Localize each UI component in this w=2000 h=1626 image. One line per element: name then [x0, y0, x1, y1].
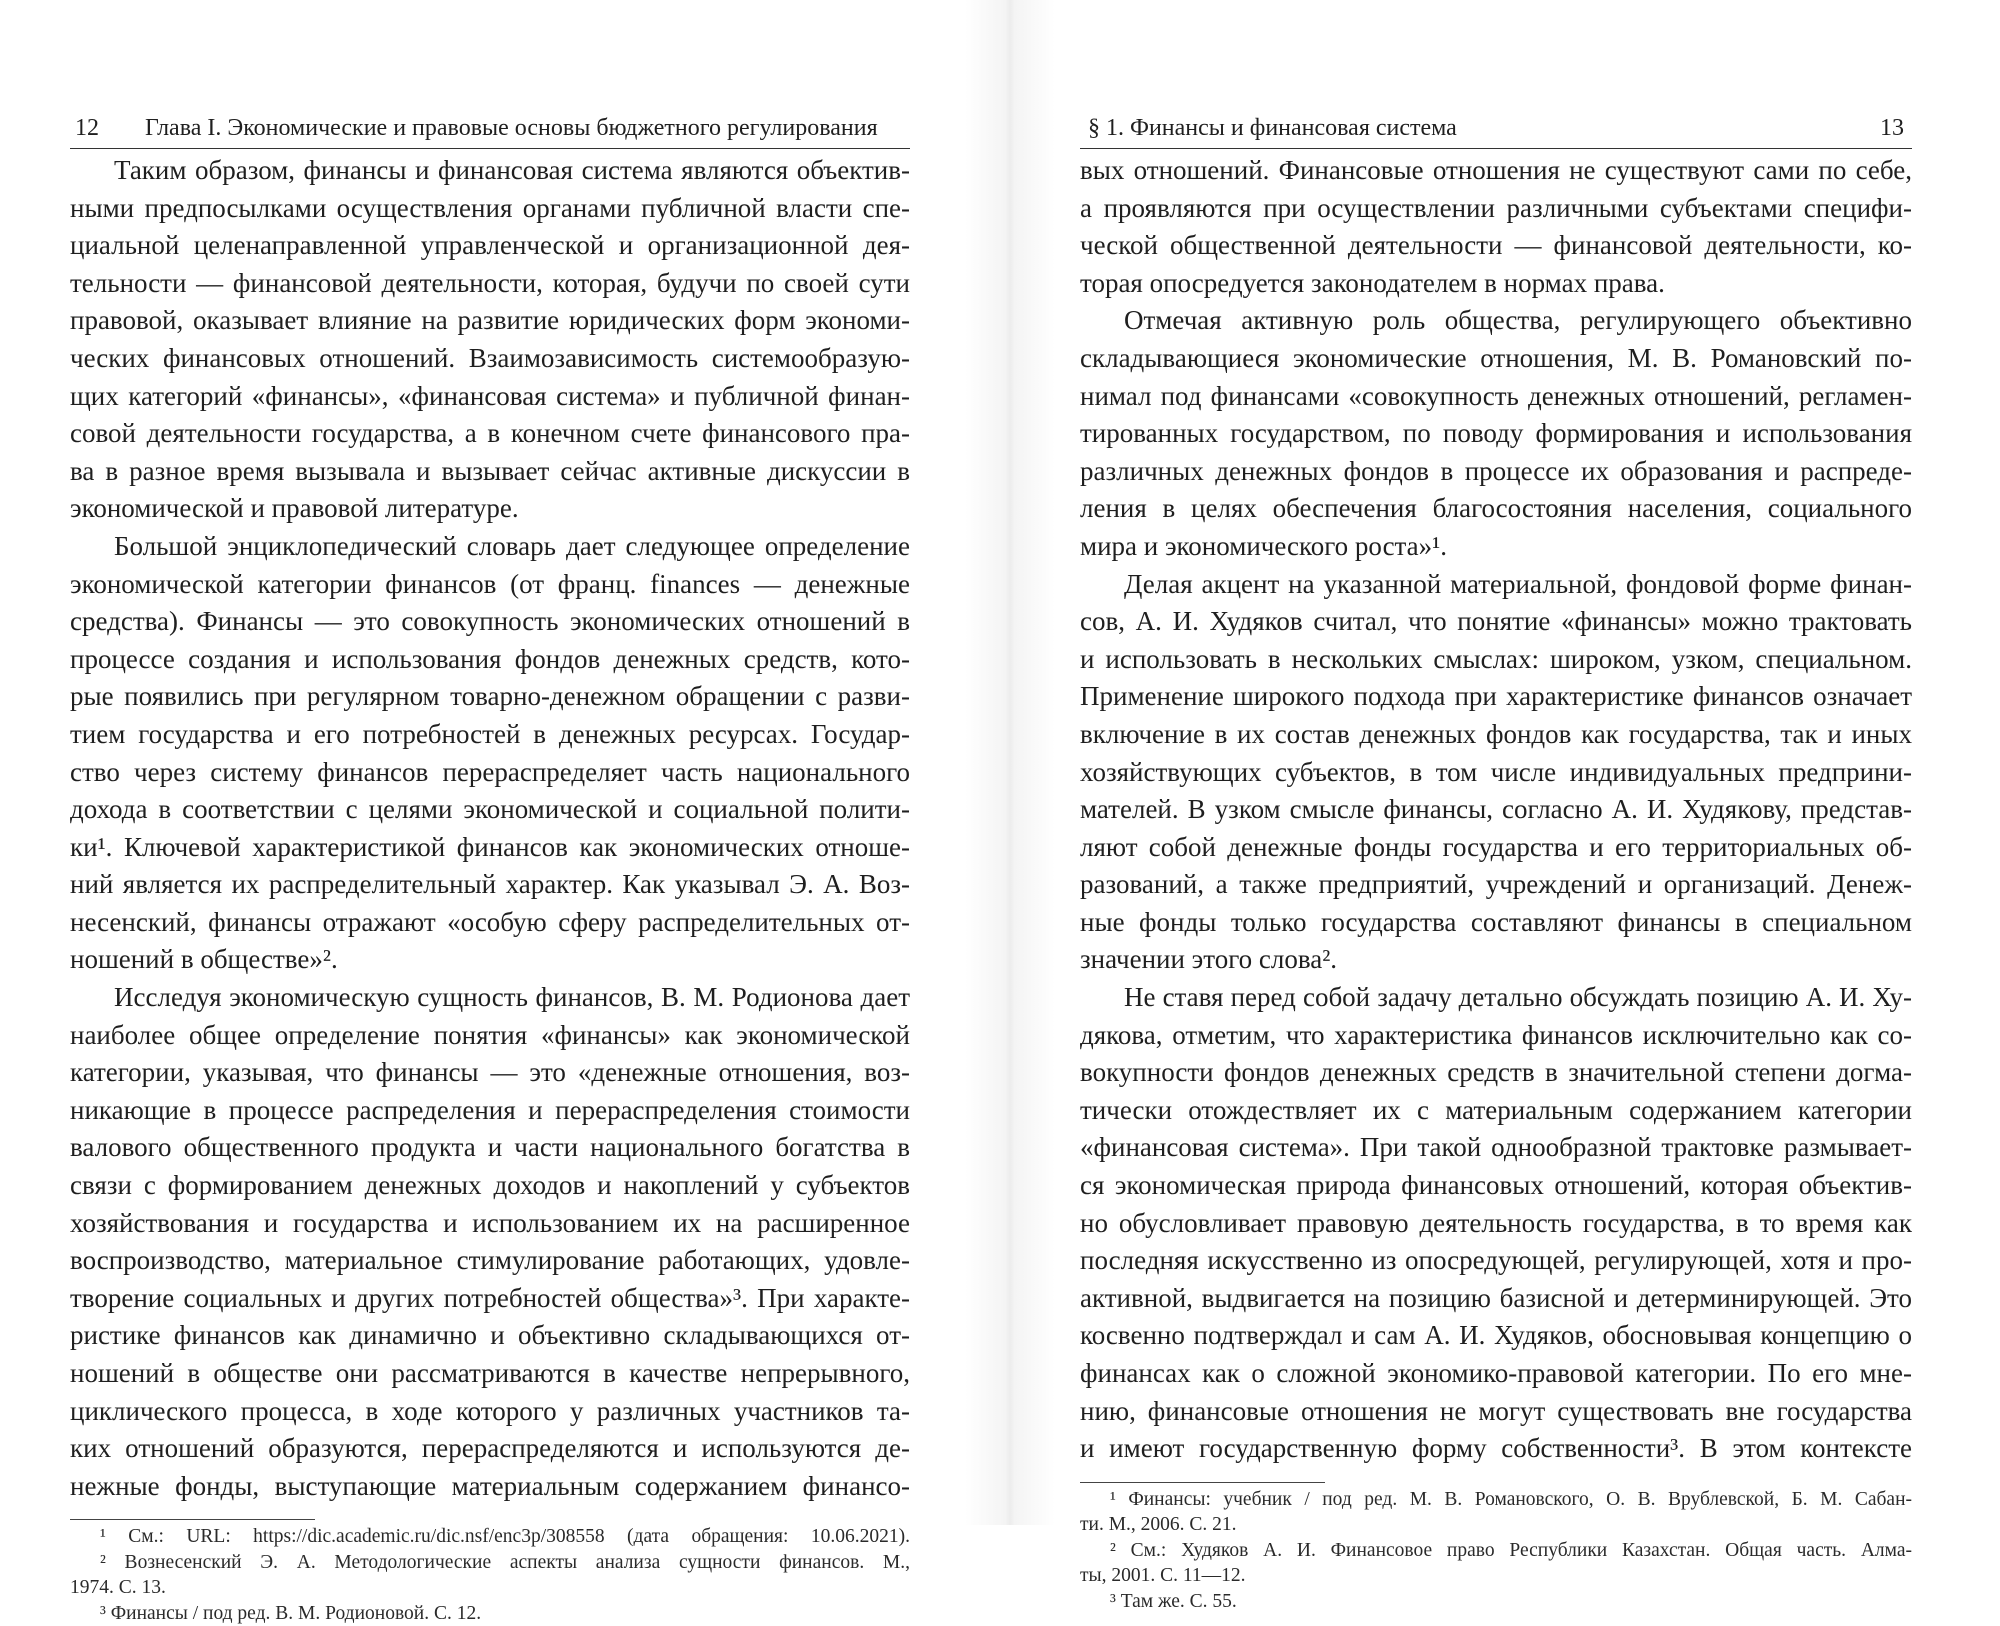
footnote-line: ¹ См.: URL: https://dic.academic.ru/dic.nsf/enc3p/308558 (дата обращения: 10.06.2021).	[100, 1526, 910, 1548]
footnote-line: ¹ Финансы: учебник / под ред. М. В. Романовского, О. В. Врублевской, Б. М. Сабан-	[1110, 1488, 1912, 1510]
text-line: Большой энциклопедический словарь дает следующее определение	[114, 530, 910, 561]
text-line: циклического процесса, в ходе которого у различных участников та-	[70, 1395, 910, 1426]
text-line: рые появились при регулярном товарно-денежном обращении с разви-	[70, 681, 910, 712]
left-page-number: 12	[75, 115, 99, 141]
text-line: щих категорий «финансы», «финансовая система» и публичной финан-	[70, 380, 910, 411]
text-line: воспроизводство, материальное стимулирование работающих, удовле-	[70, 1245, 910, 1276]
text-line: нежные фонды, выступающие материальным содержанием финансо-	[70, 1470, 910, 1501]
text-line: тельности — финансовой деятельности, которая, будучи по своей сути	[70, 267, 910, 298]
text-line: значении этого слова².	[1080, 944, 1338, 975]
footnote-line: ³ Там же. С. 55.	[1110, 1590, 1237, 1612]
text-line: мателей. В узком смысле финансы, согласно А. И. Худякову, представ-	[1080, 794, 1912, 825]
footnote-line: ² Вознесенский Э. А. Методологические аспекты анализа сущности финансов. М.,	[100, 1551, 910, 1573]
text-line: наиболее общее определение понятия «финансы» как экономической	[70, 1019, 910, 1050]
text-line: ристике финансов как динамично и объективно складывающихся от-	[70, 1320, 910, 1351]
text-line: несенский, финансы отражают «особую сферу распределительных от-	[70, 906, 910, 937]
text-line: складывающиеся экономические отношения, М. В. Романовский по-	[1080, 342, 1912, 373]
text-line: связи с формированием денежных доходов и накоплений у субъектов	[70, 1170, 910, 1201]
text-line: ся экономическая природа финансовых отношений, которая объектив-	[1080, 1170, 1912, 1201]
text-line: хозяйствования и государства и использованием их на расширенное	[70, 1207, 910, 1238]
text-line: экономической и правовой литературе.	[70, 493, 519, 524]
text-line: Исследуя экономическую сущность финансов, В. М. Родионова дает	[114, 982, 910, 1013]
text-line: ва в разное время вызывала и вызывает сейчас активные дискуссии в	[70, 455, 910, 486]
text-line: вокупности фондов денежных средств в значительной степени догма-	[1080, 1057, 1912, 1088]
right-page-number: 13	[1880, 115, 1904, 141]
text-line: тием государства и его потребностей в денежных ресурсах. Государ-	[70, 718, 910, 749]
right-page-text	[1080, 152, 1912, 1468]
text-line: нию, финансовые отношения не могут существовать вне государства	[1080, 1395, 1912, 1426]
text-line: ких отношений образуются, перераспределяются и используются де-	[70, 1433, 910, 1464]
text-line: хозяйствующих субъектов, в том числе индивидуальных предприни-	[1080, 756, 1912, 787]
right-page-header	[1080, 108, 1912, 149]
text-line: Не ставя перед собой задачу детально обсуждать позицию А. И. Ху-	[1124, 982, 1912, 1013]
text-line: категории, указывая, что финансы — это «денежные отношения, воз-	[70, 1057, 910, 1088]
text-line: и имеют государственную форму собственности³. В этом контексте	[1080, 1433, 1912, 1464]
right-page	[1080, 0, 1912, 1612]
left-page-running-title: Глава I. Экономические и правовые основы бюджетного регулирования	[145, 115, 878, 141]
text-line: процессе создания и использования фондов денежных средств, кото-	[70, 643, 910, 674]
right-page-footnotes	[1080, 1487, 1912, 1615]
text-line: Таким образом, финансы и финансовая система являются объектив-	[114, 155, 910, 185]
text-line: ний является их распределительный характер. Как указывал Э. А. Воз-	[70, 869, 910, 900]
text-line: циальной целенаправленной управленческой и организационной дея-	[70, 230, 910, 261]
left-page-footnotes	[70, 1524, 910, 1626]
text-line: включение в их состав денежных фондов как государства, так и иных	[1080, 718, 1912, 749]
text-line: мира и экономического роста»¹.	[1080, 530, 1448, 561]
text-line: активной, выдвигается на позицию базисной и детерминирующей. Это	[1080, 1282, 1912, 1313]
text-line: ношений в обществе они рассматриваются в качестве непрерывного,	[70, 1358, 910, 1388]
text-line: правовой, оказывает влияние на развитие юридических форм экономи-	[70, 305, 910, 336]
text-line: дякова, отметим, что характеристика финансов исключительно как со-	[1080, 1019, 1912, 1050]
text-line: экономической категории финансов (от франц. finances — денежные	[70, 568, 910, 599]
text-line: но обусловливает правовую деятельность государства, в то время как	[1080, 1207, 1912, 1238]
text-line: тически отождествляет их с материальным содержанием категории	[1080, 1094, 1912, 1125]
text-line: дохода в соответствии с целями экономической и социальной полити-	[70, 794, 910, 825]
text-line: сов, А. И. Худяков считал, что понятие «финансы» можно трактовать	[1080, 606, 1912, 637]
left-page-body	[70, 152, 910, 1626]
text-line: ки¹. Ключевой характеристикой финансов как экономических отноше-	[70, 831, 910, 862]
text-line: Отмечая активную роль общества, регулирующего объективно	[1124, 305, 1912, 336]
text-line: различных денежных фондов в процессе их образования и распреде-	[1080, 455, 1912, 486]
right-page-running-title: § 1. Финансы и финансовая система	[1088, 115, 1457, 141]
text-line: Делая акцент на указанной материальной, фондовой форме финан-	[1124, 568, 1912, 599]
footnote-line: ³ Финансы / под ред. В. М. Родионовой. С. 12.	[100, 1602, 482, 1624]
text-line: ство через систему финансов перераспределяет часть национального	[70, 756, 910, 787]
left-page	[70, 0, 910, 1624]
text-line: разований, а также предприятий, учреждений и организаций. Денеж-	[1080, 869, 1912, 900]
text-line: творение социальных и других потребностей общества»³. При характе-	[70, 1282, 910, 1313]
text-line: и использовать в нескольких смыслах: широком, узком, специальном.	[1080, 643, 1912, 674]
text-line: ные фонды только государства составляют финансы в специальном	[1080, 906, 1912, 937]
footnote-line: ти. М., 2006. С. 21.	[1080, 1514, 1237, 1536]
text-line: финансах как о сложной экономико-правовой категории. По его мне-	[1080, 1358, 1912, 1388]
text-line: ческой общественной деятельности — финансовой деятельности, ко-	[1080, 230, 1912, 261]
text-line: а проявляются при осуществлении различными субъектами специфи-	[1080, 192, 1912, 223]
left-page-text	[70, 152, 910, 1505]
left-page-header	[70, 108, 910, 149]
text-line: Применение широкого подхода при характеристике финансов означает	[1080, 681, 1912, 712]
text-line: совой деятельности государства, а в конечном счете финансового пра-	[70, 418, 910, 449]
right-footnote-separator	[1080, 1482, 1325, 1483]
right-page-body	[1080, 152, 1912, 1614]
text-line: «финансовая система». При такой однообразной трактовке размывает-	[1080, 1132, 1912, 1163]
text-line: последняя искусственно из опосредующей, регулирующей, хотя и про-	[1080, 1245, 1912, 1276]
text-line: ческих финансовых отношений. Взаимозависимость системообразую-	[70, 342, 910, 373]
text-line: ления в целях обеспечения благосостояния населения, социального	[1080, 493, 1912, 524]
left-footnote-separator	[70, 1519, 315, 1520]
text-line: ными предпосылками осуществления органами публичной власти спе-	[70, 192, 910, 223]
text-line: вых отношений. Финансовые отношения не существуют сами по себе,	[1080, 155, 1912, 185]
text-line: средства). Финансы — это совокупность экономических отношений в	[70, 606, 910, 637]
footnote-line: ты, 2001. С. 11—12.	[1080, 1565, 1246, 1587]
text-line: нимал под финансами «совокупность денежных отношений, регламен-	[1080, 380, 1912, 411]
text-line: никающие в процессе распределения и перераспределения стоимости	[70, 1094, 910, 1125]
footnote-line: 1974. С. 13.	[70, 1577, 166, 1599]
footnote-line: ² См.: Худяков А. И. Финансовое право Республики Казахстан. Общая часть. Алма-	[1110, 1539, 1912, 1561]
text-line: ношений в обществе»².	[70, 944, 338, 975]
book-gutter	[965, 0, 1055, 1525]
text-line: тированных государством, по поводу формирования и использования	[1080, 418, 1912, 449]
text-line: торая опосредуется законодателем в нормах права.	[1080, 267, 1665, 298]
text-line: ляют собой денежные фонды государства и его территориальных об-	[1080, 831, 1912, 862]
text-line: косвенно подтверждал и сам А. И. Худяков, обосновывая концепцию о	[1080, 1320, 1912, 1351]
text-line: валового общественного продукта и части национального богатства в	[70, 1132, 910, 1163]
